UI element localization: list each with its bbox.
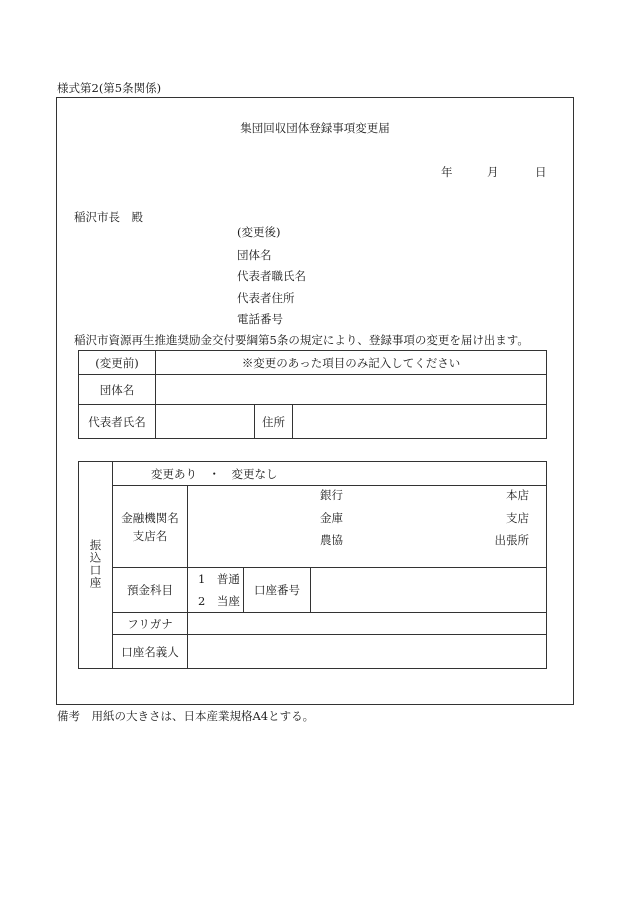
before-group-name-field[interactable] (156, 375, 547, 405)
before-rep-name-field[interactable] (156, 405, 255, 439)
furigana-field[interactable] (188, 613, 547, 635)
before-change-table (78, 350, 547, 439)
deposit-option-checking[interactable]: 2 当座 (198, 594, 240, 608)
addressee: 稲沢市長 殿 (74, 210, 143, 224)
footnote: 備考 用紙の大きさは、日本産業規格A4とする。 (57, 709, 315, 723)
branch-label-text: 支店名 (132, 528, 168, 543)
inst-type-shinkin: 金庫 (320, 511, 343, 525)
before-address-label: 住所 (255, 405, 293, 439)
branch-type-branch: 支店 (506, 511, 529, 525)
before-header-note: ※変更のあった項目のみ記入してください (156, 351, 547, 375)
institution-field[interactable] (188, 486, 547, 568)
applicant-rep-address-label: 代表者住所 (237, 291, 295, 305)
institution-label-cell (113, 486, 188, 568)
deposit-type-options[interactable] (188, 568, 244, 613)
inst-type-bank: 銀行 (320, 488, 343, 502)
account-side-label-cell (79, 462, 113, 669)
branch-type-sub: 出張所 (494, 533, 529, 547)
before-header-label: (変更前) (79, 351, 156, 375)
account-table (78, 461, 547, 669)
applicant-phone-label: 電話番号 (237, 312, 283, 326)
before-address-field[interactable] (293, 405, 547, 439)
branch-type-head: 本店 (506, 488, 529, 502)
account-number-label: 口座番号 (244, 568, 311, 613)
applicant-heading: (変更後) (237, 225, 281, 239)
applicant-group-name-label: 団体名 (237, 248, 272, 262)
account-side-label: 振込口座 (88, 538, 103, 589)
date-day: 日 (535, 165, 547, 179)
statement: 稲沢市資源再生推進奨励金交付要綱第5条の規定により、登録事項の変更を届け出ます。 (74, 333, 529, 347)
form-title: 集団回収団体登録事項変更届 (240, 121, 390, 135)
inst-type-ja: 農協 (320, 533, 343, 547)
change-options[interactable]: 変更あり ・ 変更なし (113, 462, 547, 486)
furigana-label: フリガナ (113, 613, 188, 635)
institution-label: 金融機関名 (121, 510, 179, 525)
form-label: 様式第2(第5条関係) (57, 81, 162, 95)
date-month: 月 (487, 165, 499, 179)
account-holder-label: 口座名義人 (113, 635, 188, 669)
account-number-field[interactable] (311, 568, 547, 613)
account-holder-field[interactable] (188, 635, 547, 669)
deposit-type-label: 預金科目 (113, 568, 188, 613)
before-rep-name-label: 代表者氏名 (79, 405, 156, 439)
date-year: 年 (441, 165, 453, 179)
deposit-option-ordinary[interactable]: 1 普通 (198, 572, 240, 586)
before-group-name-label: 団体名 (79, 375, 156, 405)
applicant-rep-name-label: 代表者職氏名 (237, 269, 306, 283)
